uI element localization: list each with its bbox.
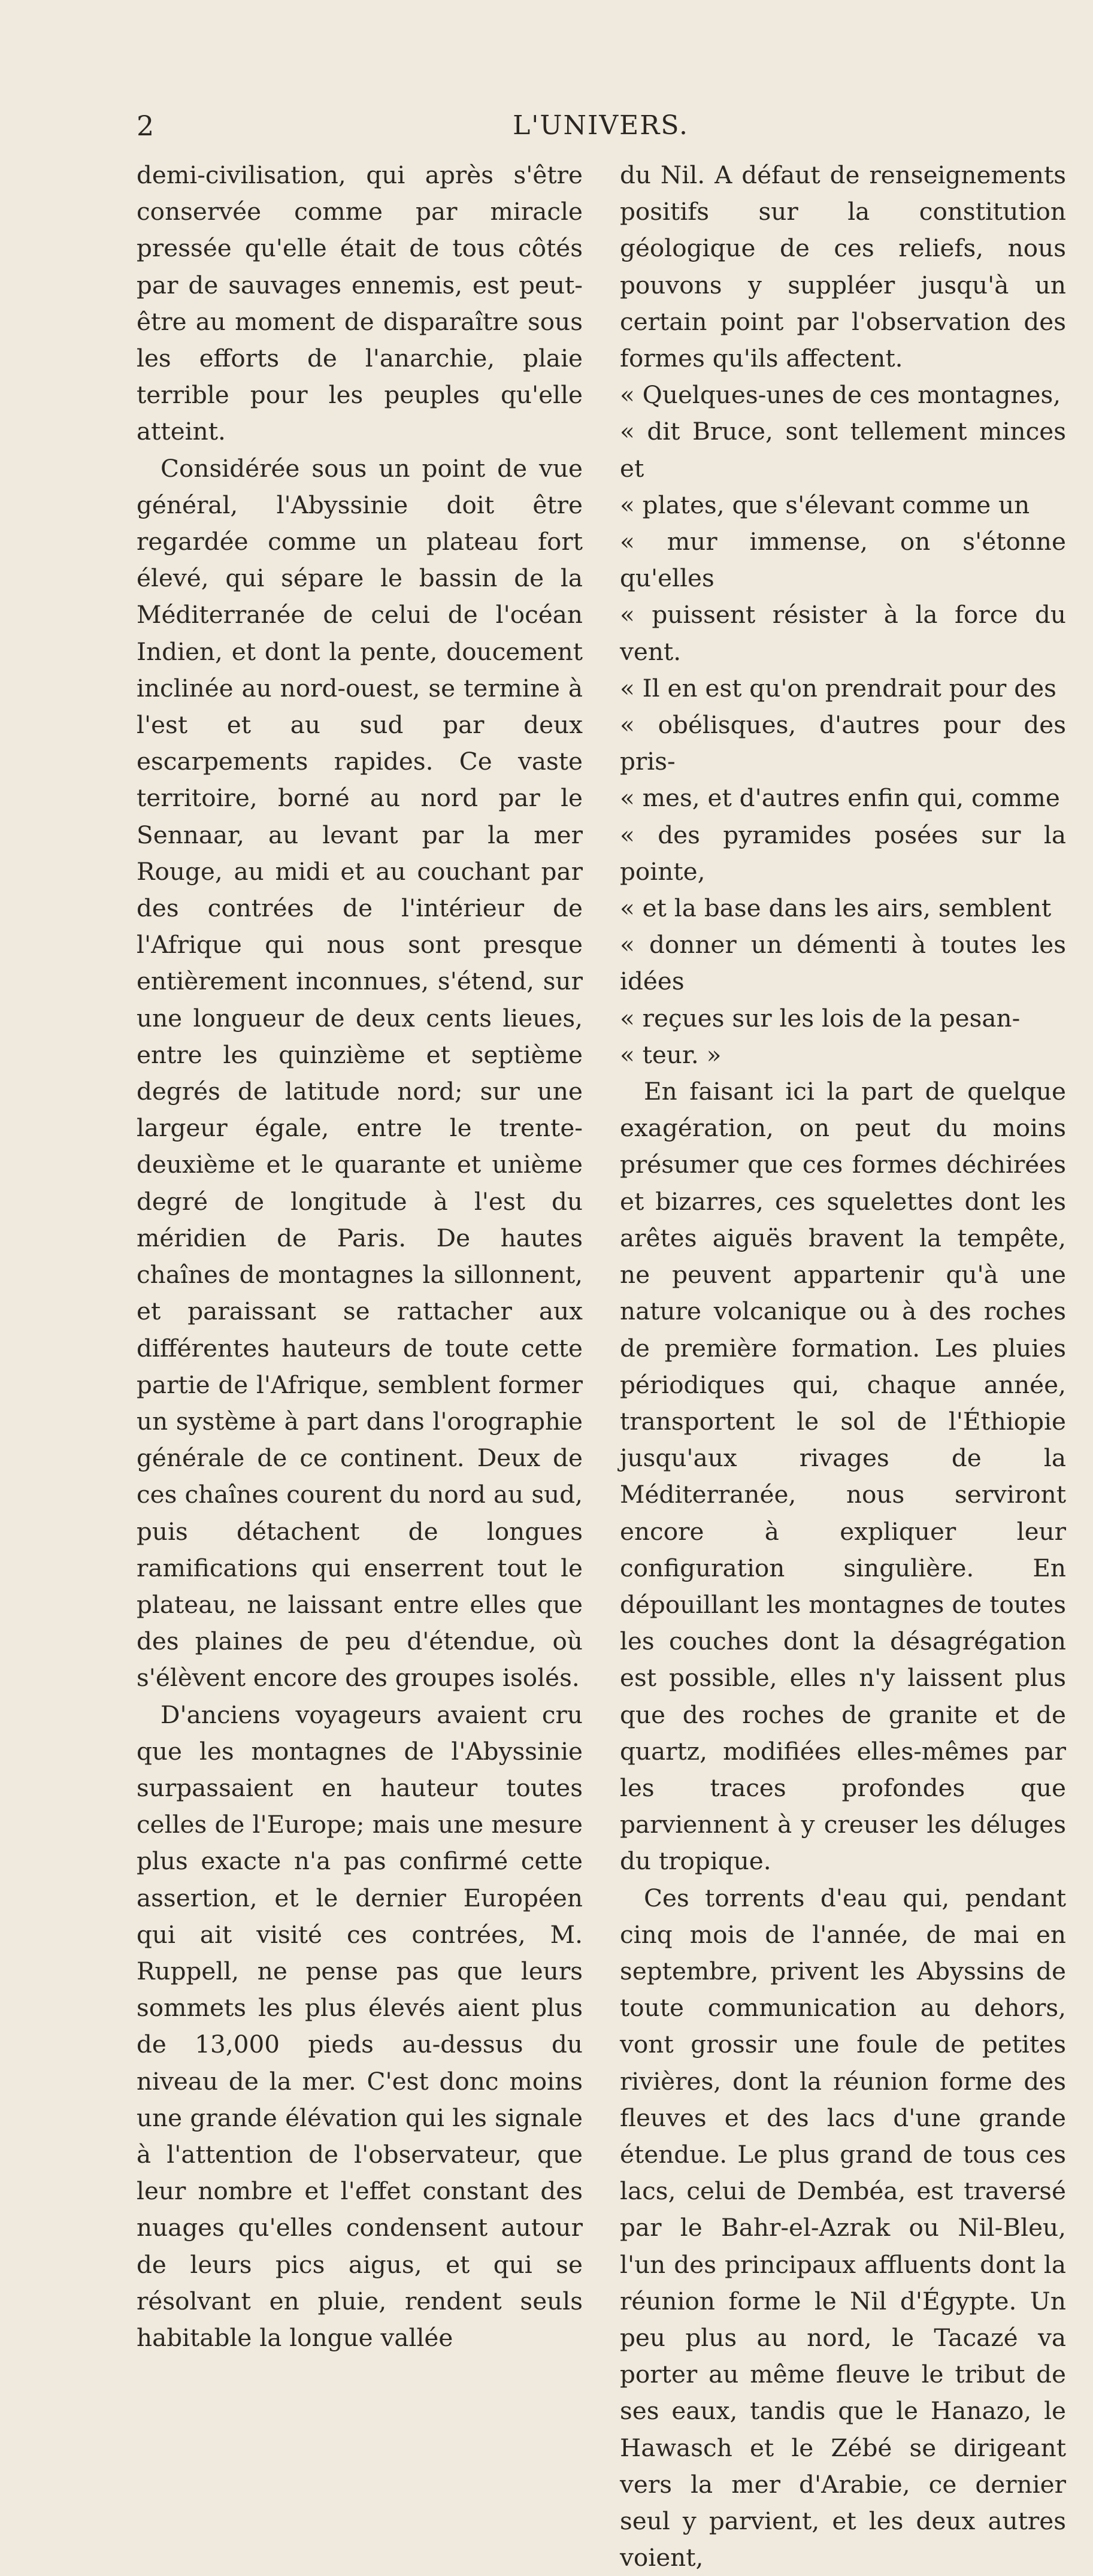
left-column (137, 157, 583, 2356)
quote-line: « plates, que s'élevant comme un (620, 490, 1030, 519)
page-number: 2 (137, 110, 155, 142)
quote-line: « mes, et d'autres enfin qui, comme (620, 783, 1060, 813)
right-column (620, 157, 1066, 2576)
quote-line: « des pyramides posées sur la pointe, (620, 820, 1066, 886)
paragraph-nile-continuation: du Nil. A défaut de renseignements positifs sur la constitution géologique de ces reliefs, nous pouvons y suppléer jusqu'à un certain point par l'observation des formes qu'ils affectent. (620, 161, 1066, 373)
quote-line: « reçues sur les lois de la pesan- (620, 1003, 1021, 1033)
paragraph-mountain-heights: D'anciens voyageurs avaient cru que les montagnes de l'Abyssinie surpassaient en hauteur toutes celles de l'Europe; mais une mesure plus exacte n'a pas confirmé cette assertion, et le dernier Européen qui ait visité ces contrées, M. Ruppell, ne pense pas que leurs sommets les plus élevés aient plus de 13,000 pieds au-dessus du niveau de la mer. C'est donc moins une grande élévation qui les signale à l'attention de l'observateur, que leur nombre et l'effet constant des nuages qu'elles condensent autour de leurs pics aigus, et qui se résolvant en pluie, rendent seuls habitable la longue vallée (137, 1700, 583, 2352)
quote-line: « Il en est qu'on prendrait pour des (620, 673, 1056, 703)
paragraph-torrents-lakes: Ces torrents d'eau qui, pendant cinq mois de l'année, de mai en septembre, privent les Abyssins de toute communication au dehors, vont grossir une foule de petites rivières, dont la réunion forme des fleuves et des lacs d'une grande étendue. Le plus grand de tous ces lacs, celui de Dembéa, est traversé par le Bahr-el-Azrak ou Nil-Bleu, l'un des principaux affluents dont la réunion forme le Nil d'Égypte. Un peu plus au nord, le Tacazé va porter au même fleuve le tribut de ses eaux, tandis que le Hanazo, le Hawasch et le Zébé se dirigeant vers la mer d'Arabie, ce dernier seul y parvient, et les deux autres voient, (620, 1883, 1066, 2572)
quote-line: « Quelques-unes de ces montagnes, (620, 380, 1061, 410)
quote-line: « puissent résister à la force du vent. (620, 600, 1066, 666)
quote-line: « dit Bruce, sont tellement minces et (620, 417, 1066, 483)
bruce-quotation (620, 377, 1066, 1073)
quote-line: « mur immense, on s'étonne qu'elles (620, 527, 1066, 593)
quote-line: « teur. » (620, 1040, 722, 1069)
paragraph-volcanic-nature: En faisant ici la part de quelque exagération, on peut du moins présumer que ces formes déchirées et bizarres, ces squelettes dont les arêtes aiguës bravent la tempête, ne peuvent appartenir qu'à une nature volcanique ou à des roches de première formation. Les pluies périodiques qui, chaque année, transportent le sol de l'Éthiopie jusqu'aux rivages de la Méditerranée, nous serviront encore à expliquer leur configuration singulière. En dépouillant les montagnes de toutes les couches dont la désagrégation est possible, elles n'y laissent plus que des roches de granite et de quartz, modifiées elles-mêmes par les traces profondes que parviennent à y creuser les déluges du tropique. (620, 1077, 1066, 1876)
page-header (137, 108, 1065, 144)
quote-line: « donner un démenti à toutes les idées (620, 930, 1066, 996)
quote-line: « et la base dans les airs, semblent (620, 894, 1052, 923)
paragraph-plateau-description: Considérée sous un point de vue général, l'Abyssinie doit être regardée comme un plateau fort élevé, qui sépare le bassin de la Méditerranée de celui de l'océan Indien, et dont la pente, doucement inclinée au nord-ouest, se termine à l'est et au sud par deux escarpements rapides. Ce vaste territoire, borné au nord par le Sennaar, au levant par la mer Rouge, au midi et au couchant par des contrées de l'intérieur de l'Afrique qui nous sont presque entièrement inconnues, s'étend, sur une longueur de deux cents lieues, entre les quinzième et septième degrés de latitude nord; sur une largeur égale, entre le trente-deuxième et le quarante et unième degré de longitude à l'est du méridien de Paris. De hautes chaînes de montagnes la sillonnent, et paraissant se rattacher aux différentes hauteurs de toute cette partie de l'Afrique, semblent former un système à part dans l'orographie générale de ce continent. Deux de ces chaînes courent du nord au sud, puis détachent de longues ramifications qui enserrent tout le plateau, ne laissant entre elles que des plaines de peu d'étendue, où s'élèvent encore des groupes isolés. (137, 453, 583, 1693)
paragraph-continuation: demi-civilisation, qui après s'être conservée comme par miracle pressée qu'elle était de tous côtés par de sauvages ennemis, est peut-être au moment de disparaître sous les efforts de l'anarchie, plaie terrible pour les peuples qu'elle atteint. (137, 161, 583, 446)
running-title: L'UNIVERS. (513, 110, 689, 141)
quote-line: « obélisques, d'autres pour des pris- (620, 710, 1066, 776)
